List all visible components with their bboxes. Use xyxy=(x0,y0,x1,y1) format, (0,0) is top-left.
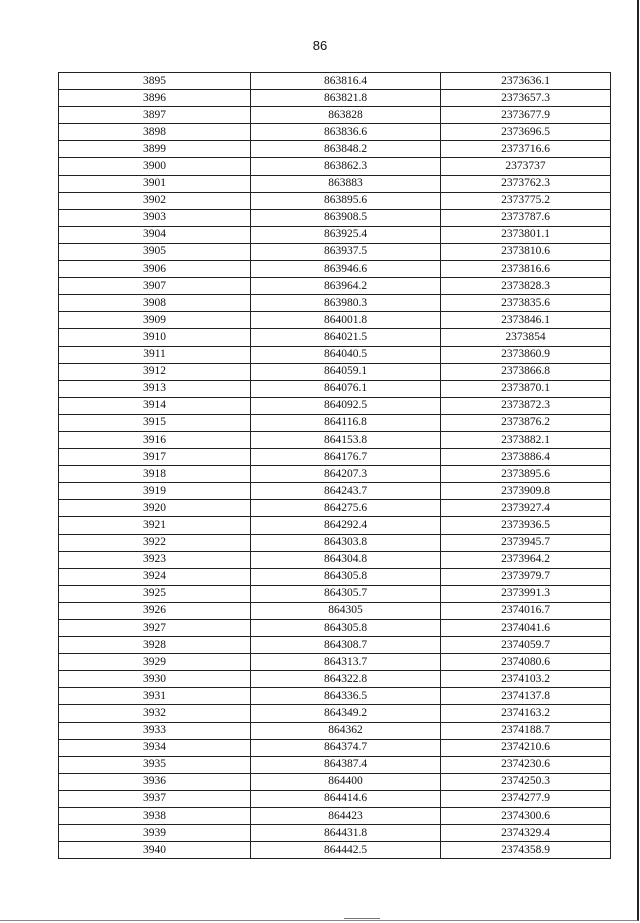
y-coordinate-cell: 2374230.6 xyxy=(441,756,611,773)
page-number: 86 xyxy=(312,38,328,53)
point-number-cell: 3933 xyxy=(59,722,251,739)
y-coordinate-cell: 2374329.4 xyxy=(441,825,611,842)
point-number-cell: 3910 xyxy=(59,329,251,346)
point-number-cell: 3917 xyxy=(59,449,251,466)
y-coordinate-cell: 2374080.6 xyxy=(441,654,611,671)
y-coordinate-cell: 2373876.2 xyxy=(441,414,611,431)
point-number-cell: 3901 xyxy=(59,175,251,192)
point-number-cell: 3940 xyxy=(59,842,251,859)
table-row xyxy=(59,808,611,825)
point-number-cell: 3936 xyxy=(59,773,251,790)
table-row xyxy=(59,107,611,124)
point-number-cell: 3931 xyxy=(59,688,251,705)
point-number-cell: 3932 xyxy=(59,705,251,722)
table-row xyxy=(59,73,611,90)
y-coordinate-cell: 2373696.5 xyxy=(441,124,611,141)
y-coordinate-cell: 2373886.4 xyxy=(441,449,611,466)
x-coordinate-cell: 864423 xyxy=(251,808,441,825)
x-coordinate-cell: 863816.4 xyxy=(251,73,441,90)
y-coordinate-cell: 2373846.1 xyxy=(441,312,611,329)
x-coordinate-cell: 864349.2 xyxy=(251,705,441,722)
point-number-cell: 3898 xyxy=(59,124,251,141)
point-number-cell: 3915 xyxy=(59,414,251,431)
y-coordinate-cell: 2373787.6 xyxy=(441,209,611,226)
table-row xyxy=(59,414,611,431)
y-coordinate-cell: 2373895.6 xyxy=(441,466,611,483)
x-coordinate-cell: 863848.2 xyxy=(251,141,441,158)
y-coordinate-cell: 2373737 xyxy=(441,158,611,175)
point-number-cell: 3924 xyxy=(59,568,251,585)
table-row xyxy=(59,602,611,619)
x-coordinate-cell: 864303.8 xyxy=(251,534,441,551)
point-number-cell: 3899 xyxy=(59,141,251,158)
y-coordinate-cell: 2374210.6 xyxy=(441,739,611,756)
y-coordinate-cell: 2373762.3 xyxy=(441,175,611,192)
x-coordinate-cell: 864275.6 xyxy=(251,500,441,517)
point-number-cell: 3926 xyxy=(59,602,251,619)
y-coordinate-cell: 2374163.2 xyxy=(441,705,611,722)
y-coordinate-cell: 2373866.8 xyxy=(441,363,611,380)
table-row xyxy=(59,842,611,859)
table-row xyxy=(59,295,611,312)
point-number-cell: 3934 xyxy=(59,739,251,756)
table-row xyxy=(59,158,611,175)
point-number-cell: 3895 xyxy=(59,73,251,90)
x-coordinate-cell: 864305.8 xyxy=(251,620,441,637)
x-coordinate-cell: 864153.8 xyxy=(251,431,441,448)
table-row xyxy=(59,585,611,602)
y-coordinate-cell: 2373816.6 xyxy=(441,261,611,278)
point-number-cell: 3912 xyxy=(59,363,251,380)
x-coordinate-cell: 864305 xyxy=(251,602,441,619)
table-row xyxy=(59,466,611,483)
table-row xyxy=(59,124,611,141)
point-number-cell: 3909 xyxy=(59,312,251,329)
table-row xyxy=(59,483,611,500)
point-number-cell: 3921 xyxy=(59,517,251,534)
table-row xyxy=(59,654,611,671)
x-coordinate-cell: 864431.8 xyxy=(251,825,441,842)
point-number-cell: 3928 xyxy=(59,637,251,654)
point-number-cell: 3925 xyxy=(59,585,251,602)
x-coordinate-cell: 864387.4 xyxy=(251,756,441,773)
table-row xyxy=(59,90,611,107)
y-coordinate-cell: 2373927.4 xyxy=(441,500,611,517)
table-row xyxy=(59,688,611,705)
table-row xyxy=(59,261,611,278)
x-coordinate-cell: 864092.5 xyxy=(251,397,441,414)
table-row xyxy=(59,620,611,637)
point-number-cell: 3937 xyxy=(59,790,251,807)
y-coordinate-cell: 2373860.9 xyxy=(441,346,611,363)
y-coordinate-cell: 2374300.6 xyxy=(441,808,611,825)
table-row xyxy=(59,363,611,380)
y-coordinate-cell: 2373909.8 xyxy=(441,483,611,500)
x-coordinate-cell: 864292.4 xyxy=(251,517,441,534)
point-number-cell: 3930 xyxy=(59,671,251,688)
x-coordinate-cell: 864243.7 xyxy=(251,483,441,500)
table-row xyxy=(59,739,611,756)
y-coordinate-cell: 2373872.3 xyxy=(441,397,611,414)
table-row xyxy=(59,517,611,534)
coordinate-table xyxy=(58,72,611,859)
x-coordinate-cell: 863836.6 xyxy=(251,124,441,141)
y-coordinate-cell: 2373870.1 xyxy=(441,380,611,397)
x-coordinate-cell: 863980.3 xyxy=(251,295,441,312)
bottom-edge-mark xyxy=(344,918,380,919)
point-number-cell: 3902 xyxy=(59,192,251,209)
table-row xyxy=(59,500,611,517)
x-coordinate-cell: 864040.5 xyxy=(251,346,441,363)
y-coordinate-cell: 2373882.1 xyxy=(441,431,611,448)
table-row xyxy=(59,329,611,346)
table-row xyxy=(59,705,611,722)
y-coordinate-cell: 2374188.7 xyxy=(441,722,611,739)
y-coordinate-cell: 2373991.3 xyxy=(441,585,611,602)
table-row xyxy=(59,226,611,243)
x-coordinate-cell: 863821.8 xyxy=(251,90,441,107)
y-coordinate-cell: 2373854 xyxy=(441,329,611,346)
point-number-cell: 3904 xyxy=(59,226,251,243)
x-coordinate-cell: 863937.5 xyxy=(251,243,441,260)
x-coordinate-cell: 864400 xyxy=(251,773,441,790)
point-number-cell: 3913 xyxy=(59,380,251,397)
table-row xyxy=(59,175,611,192)
y-coordinate-cell: 2374041.6 xyxy=(441,620,611,637)
y-coordinate-cell: 2374277.9 xyxy=(441,790,611,807)
y-coordinate-cell: 2373636.1 xyxy=(441,73,611,90)
table-row xyxy=(59,756,611,773)
point-number-cell: 3916 xyxy=(59,431,251,448)
y-coordinate-cell: 2373677.9 xyxy=(441,107,611,124)
x-coordinate-cell: 863895.6 xyxy=(251,192,441,209)
coordinate-table-body xyxy=(59,73,611,859)
y-coordinate-cell: 2374358.9 xyxy=(441,842,611,859)
x-coordinate-cell: 864304.8 xyxy=(251,551,441,568)
y-coordinate-cell: 2373801.1 xyxy=(441,226,611,243)
x-coordinate-cell: 864076.1 xyxy=(251,380,441,397)
table-row xyxy=(59,637,611,654)
x-coordinate-cell: 863828 xyxy=(251,107,441,124)
point-number-cell: 3938 xyxy=(59,808,251,825)
y-coordinate-cell: 2373810.6 xyxy=(441,243,611,260)
x-coordinate-cell: 863883 xyxy=(251,175,441,192)
point-number-cell: 3911 xyxy=(59,346,251,363)
table-row xyxy=(59,790,611,807)
x-coordinate-cell: 864442.5 xyxy=(251,842,441,859)
point-number-cell: 3903 xyxy=(59,209,251,226)
x-coordinate-cell: 863946.6 xyxy=(251,261,441,278)
table-row xyxy=(59,346,611,363)
point-number-cell: 3920 xyxy=(59,500,251,517)
table-row xyxy=(59,825,611,842)
point-number-cell: 3907 xyxy=(59,278,251,295)
table-row xyxy=(59,534,611,551)
x-coordinate-cell: 864336.5 xyxy=(251,688,441,705)
x-coordinate-cell: 864374.7 xyxy=(251,739,441,756)
y-coordinate-cell: 2373936.5 xyxy=(441,517,611,534)
x-coordinate-cell: 863925.4 xyxy=(251,226,441,243)
point-number-cell: 3905 xyxy=(59,243,251,260)
y-coordinate-cell: 2373945.7 xyxy=(441,534,611,551)
point-number-cell: 3896 xyxy=(59,90,251,107)
y-coordinate-cell: 2373828.3 xyxy=(441,278,611,295)
y-coordinate-cell: 2373775.2 xyxy=(441,192,611,209)
point-number-cell: 3908 xyxy=(59,295,251,312)
table-row xyxy=(59,380,611,397)
point-number-cell: 3918 xyxy=(59,466,251,483)
x-coordinate-cell: 864305.7 xyxy=(251,585,441,602)
y-coordinate-cell: 2374137.8 xyxy=(441,688,611,705)
point-number-cell: 3919 xyxy=(59,483,251,500)
y-coordinate-cell: 2373716.6 xyxy=(441,141,611,158)
point-number-cell: 3914 xyxy=(59,397,251,414)
point-number-cell: 3935 xyxy=(59,756,251,773)
table-row xyxy=(59,722,611,739)
table-row xyxy=(59,449,611,466)
y-coordinate-cell: 2373835.6 xyxy=(441,295,611,312)
table-row xyxy=(59,671,611,688)
x-coordinate-cell: 863908.5 xyxy=(251,209,441,226)
table-row xyxy=(59,141,611,158)
point-number-cell: 3922 xyxy=(59,534,251,551)
x-coordinate-cell: 864322.8 xyxy=(251,671,441,688)
y-coordinate-cell: 2373979.7 xyxy=(441,568,611,585)
x-coordinate-cell: 864414.6 xyxy=(251,790,441,807)
x-coordinate-cell: 864021.5 xyxy=(251,329,441,346)
point-number-cell: 3927 xyxy=(59,620,251,637)
x-coordinate-cell: 864362 xyxy=(251,722,441,739)
table-row xyxy=(59,209,611,226)
point-number-cell: 3923 xyxy=(59,551,251,568)
y-coordinate-cell: 2374016.7 xyxy=(441,602,611,619)
y-coordinate-cell: 2374103.2 xyxy=(441,671,611,688)
point-number-cell: 3939 xyxy=(59,825,251,842)
x-coordinate-cell: 864001.8 xyxy=(251,312,441,329)
table-row xyxy=(59,243,611,260)
x-coordinate-cell: 864176.7 xyxy=(251,449,441,466)
x-coordinate-cell: 864313.7 xyxy=(251,654,441,671)
point-number-cell: 3897 xyxy=(59,107,251,124)
point-number-cell: 3900 xyxy=(59,158,251,175)
point-number-cell: 3906 xyxy=(59,261,251,278)
x-coordinate-cell: 864305.8 xyxy=(251,568,441,585)
x-coordinate-cell: 864207.3 xyxy=(251,466,441,483)
x-coordinate-cell: 863862.3 xyxy=(251,158,441,175)
y-coordinate-cell: 2373964.2 xyxy=(441,551,611,568)
x-coordinate-cell: 864308.7 xyxy=(251,637,441,654)
table-row xyxy=(59,568,611,585)
y-coordinate-cell: 2374250.3 xyxy=(441,773,611,790)
x-coordinate-cell: 864059.1 xyxy=(251,363,441,380)
table-row xyxy=(59,192,611,209)
table-row xyxy=(59,431,611,448)
point-number-cell: 3929 xyxy=(59,654,251,671)
table-row xyxy=(59,278,611,295)
table-row xyxy=(59,773,611,790)
x-coordinate-cell: 863964.2 xyxy=(251,278,441,295)
table-row xyxy=(59,312,611,329)
x-coordinate-cell: 864116.8 xyxy=(251,414,441,431)
table-row xyxy=(59,397,611,414)
y-coordinate-cell: 2374059.7 xyxy=(441,637,611,654)
y-coordinate-cell: 2373657.3 xyxy=(441,90,611,107)
table-row xyxy=(59,551,611,568)
